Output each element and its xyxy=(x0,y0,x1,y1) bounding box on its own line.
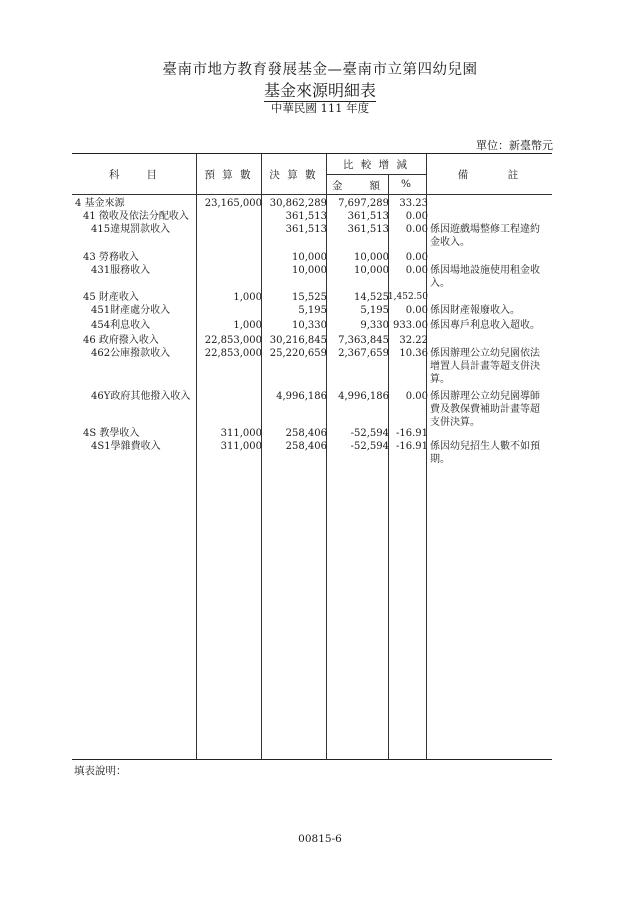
row-amount: 5,195 xyxy=(360,305,389,316)
row-item: 41 徵收及依法分配收入 xyxy=(83,211,189,222)
row-amount: 7,697,289 xyxy=(338,198,389,209)
row-actual: 5,195 xyxy=(298,305,327,316)
row-actual: 361,513 xyxy=(285,224,327,235)
row-note: 係因場地設施使用租金收入。 xyxy=(430,265,540,289)
row-budget: 22,853,000 xyxy=(204,348,262,359)
table-row xyxy=(72,197,552,210)
header-subdivider xyxy=(326,174,426,175)
report-title: 臺南市地方教育發展基金—臺南市立第四幼兒園 xyxy=(162,62,478,78)
col-divider xyxy=(426,154,427,759)
col-header-amount: 金 額 xyxy=(332,180,382,192)
row-amount: -52,594 xyxy=(350,441,389,452)
row-budget: 1,000 xyxy=(233,320,262,331)
row-item: 4 基金來源 xyxy=(75,198,125,209)
row-actual: 10,330 xyxy=(292,320,327,331)
col-divider xyxy=(196,154,197,759)
row-budget: 311,000 xyxy=(220,441,262,452)
row-item: 451財產處分收入 xyxy=(91,305,171,316)
row-item: 454利息收入 xyxy=(91,320,151,331)
table-row xyxy=(72,210,552,223)
row-actual: 258,406 xyxy=(285,441,327,452)
row-amount: 9,330 xyxy=(360,320,389,331)
row-amount: 361,513 xyxy=(347,211,389,222)
row-percent: 0.00 xyxy=(405,211,428,222)
row-item: 43 勞務收入 xyxy=(83,252,139,263)
col-header-note: 備 註 xyxy=(457,169,521,181)
col-header-compare: 比 較 增 減 xyxy=(342,159,409,171)
row-amount: 10,000 xyxy=(354,252,389,263)
row-percent: 0.00 xyxy=(405,224,428,235)
row-item: 4S1學雜費收入 xyxy=(91,441,161,452)
row-amount: 2,367,659 xyxy=(338,348,389,359)
row-actual: 30,862,289 xyxy=(269,198,327,209)
form-instructions-label: 填表說明： xyxy=(74,765,127,777)
row-amount: 10,000 xyxy=(354,265,389,276)
col-header-item: 科 目 xyxy=(109,169,159,181)
col-header-budget: 預 算 數 xyxy=(204,169,253,181)
row-percent: 33.23 xyxy=(399,198,428,209)
row-note: 係因財產報廢收入。 xyxy=(430,305,520,316)
row-actual: 4,996,186 xyxy=(276,391,327,402)
row-item: 462公庫撥款收入 xyxy=(91,348,171,359)
row-budget: 1,000 xyxy=(233,292,262,303)
row-actual: 30,216,845 xyxy=(269,335,327,346)
revenue-table xyxy=(72,153,552,760)
row-percent: 933.00 xyxy=(393,320,428,331)
fiscal-year: 中華民國 111 年度 xyxy=(270,101,370,115)
table-row xyxy=(72,427,552,440)
currency-unit: 單位：新臺幣元 xyxy=(476,139,553,152)
row-amount: 361,513 xyxy=(347,224,389,235)
row-item: 46Y政府其他撥入收入 xyxy=(91,391,191,402)
row-percent: 0.00 xyxy=(405,252,428,263)
table-row xyxy=(72,291,552,304)
row-percent: 0.00 xyxy=(405,391,428,402)
report-subtitle xyxy=(0,78,640,101)
report-subtitle-text: 基金來源明細表 xyxy=(263,81,376,100)
row-note: 係因辦理公立幼兒園導師費及教保費補助計畫等超支併決算。 xyxy=(430,391,540,428)
table-row xyxy=(72,334,552,347)
col-header-percent: % xyxy=(401,178,413,190)
row-note: 係因專戶利息收入超收。 xyxy=(430,320,540,331)
row-percent: 0.00 xyxy=(405,305,428,316)
row-item: 4S 教學收入 xyxy=(83,428,140,439)
row-actual: 361,513 xyxy=(285,211,327,222)
row-note: 係因遊戲場整修工程違約金收入。 xyxy=(430,224,540,248)
row-percent: 0.00 xyxy=(405,265,428,276)
col-divider xyxy=(261,154,262,759)
row-amount: 14,525 xyxy=(354,292,389,303)
row-percent: 32.22 xyxy=(399,335,428,346)
row-note: 係因幼兒招生人數不如預期。 xyxy=(430,441,540,465)
row-actual: 25,220,659 xyxy=(269,348,327,359)
row-percent: -16.91 xyxy=(395,428,428,439)
row-amount: 4,996,186 xyxy=(338,391,389,402)
row-actual: 10,000 xyxy=(292,265,327,276)
row-item: 46 政府撥入收入 xyxy=(83,335,159,346)
row-budget: 311,000 xyxy=(220,428,262,439)
row-amount: 7,363,845 xyxy=(338,335,389,346)
row-actual: 15,525 xyxy=(292,292,327,303)
row-item: 415違規罰款收入 xyxy=(91,224,171,235)
row-budget: 23,165,000 xyxy=(204,198,262,209)
row-percent: 1,452.50 xyxy=(387,292,428,302)
row-percent: 10.36 xyxy=(399,348,428,359)
row-actual: 10,000 xyxy=(292,252,327,263)
row-actual: 258,406 xyxy=(285,428,327,439)
header-bottom-line xyxy=(72,194,552,195)
col-header-actual: 決 算 數 xyxy=(269,169,318,181)
row-budget: 22,853,000 xyxy=(204,335,262,346)
row-item: 431服務收入 xyxy=(91,265,151,276)
table-row xyxy=(72,251,552,264)
row-amount: -52,594 xyxy=(350,428,389,439)
row-percent: -16.91 xyxy=(395,441,428,452)
row-item: 45 財產收入 xyxy=(83,292,139,303)
row-note: 係因辦理公立幼兒園依法增置人員計畫等超支併決算。 xyxy=(430,348,540,385)
page-number: 00815-6 xyxy=(298,833,342,845)
col-divider xyxy=(326,154,327,759)
